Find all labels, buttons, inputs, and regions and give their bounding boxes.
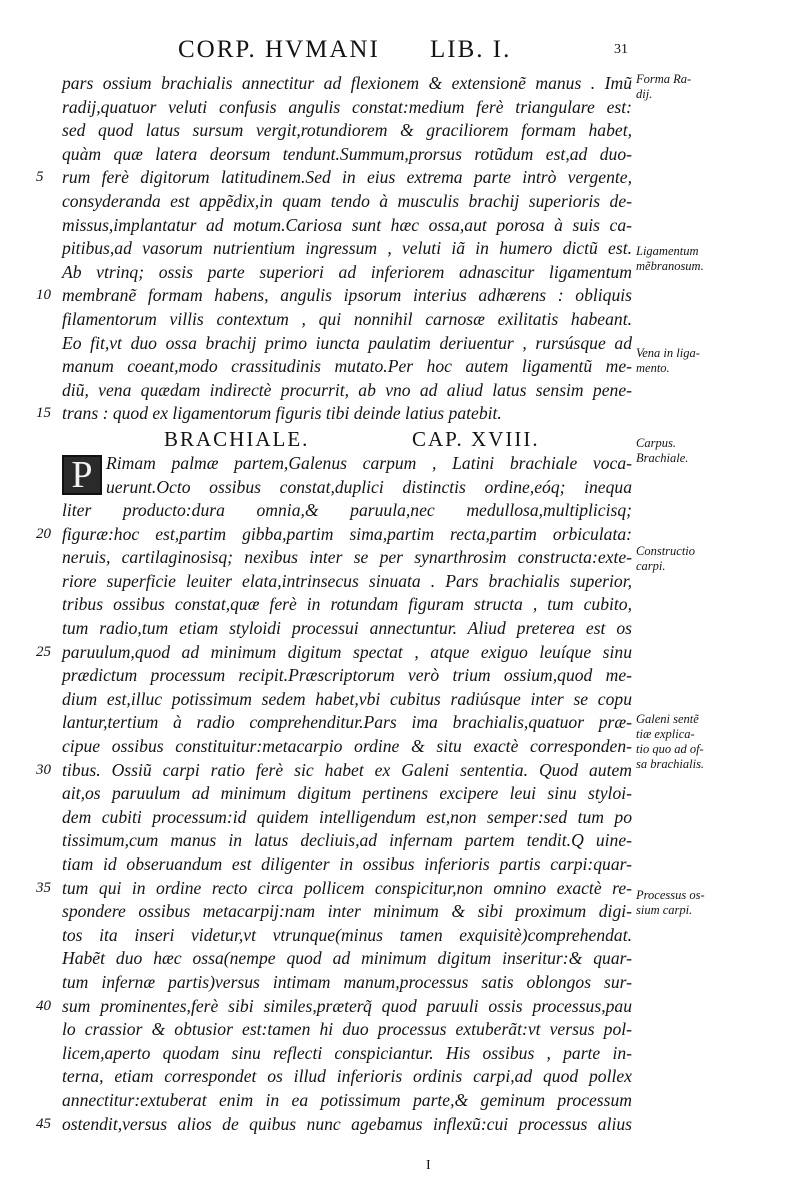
margin-note: Constructio carpi. [636,544,696,573]
text-line [36,877,632,901]
margin-note: Forma Ra- dij. [636,72,692,101]
margin-note: Vena in liga- mento. [636,346,700,375]
text-line: tribus ossibus constat,quæ ferè in rotundam figuram structa , tum cubito, [62,594,632,615]
line-number: 25 [36,643,51,660]
line-number: 40 [36,997,51,1014]
text-line: licem,aperto quodam sinu reflecti conspiciantur. His ossibus , parte in- [62,1042,632,1063]
line-number: 20 [36,525,51,542]
line-text: paruulum,quod ad minimum digitum spectat , atque exiguo leuíque sinu [62,641,632,662]
text-line: filamentorum villis contextum , qui nonnihil carnosæ exilitatis habeant. [62,308,632,329]
text-line: consyderanda est appẽdix,in quam tendo à musculis brachij superioris de- [62,190,632,211]
text-line: missus,implantatur ad motum.Cariosa sunt hæc ossa,aut porosa à suis ca- [62,214,632,235]
book-number: LIB. I. [430,36,512,63]
signature-mark: I [426,1158,431,1173]
main-text-column [36,72,632,1136]
text-line: cipue ossibus constituitur:metacarpio ordine & situ exactè corresponden- [62,736,632,757]
text-line [36,166,632,190]
text-line: radij,quatuor veluti confusis angulis constat:medium ferè triangulare est: [62,96,632,117]
line-text: rum ferè digitorum latitudinem.Sed in eius extrema parte intrò vergente, [62,167,632,188]
line-text: figuræ:hoc est,partim gibba,partim sima,partim recta,partim orbiculata: [62,523,632,544]
running-title: CORP. HVMANI [178,36,380,63]
text-line: prædictum processum recipit.Præscriptorum verò trium ossium,quod me- [62,665,632,686]
text-line [36,641,632,665]
text-line: Ab vtrinq; ossis parte superiori ad inferiorem adnascitur ligamentum [62,261,632,282]
text-line [36,402,632,426]
text-line [36,523,632,547]
line-number: 30 [36,761,51,778]
line-text: ostendit,versus alios de quibus nunc agebamus inflexũ:cui processus alius [62,1113,632,1134]
text-line [36,284,632,308]
chapter-title: BRACHIALE. [164,426,310,451]
text-line: ait,os paruulum ad minimum digitum pertinens excipere leui sinu styloi- [62,783,632,804]
chapter-body [36,452,632,1136]
line-text: tibus. Ossiũ carpi ratio ferè sic habet ex Galeni sententia. Quod autem [62,759,632,780]
text-line: tos ita inseri videtur,vt vtrunque(minus tamen exquisitè)comprehendat. [62,924,632,945]
text-line: tiam id obseruandum est diligenter in ossibus inferioris partis carpi:quar- [62,854,632,874]
folio-number: 31 [614,42,628,57]
line-number: 15 [36,405,51,422]
text-line [36,759,632,783]
text-line: dium est,illuc potissimum sedem habet,vbi cubitus radiúsque inter se copu [62,688,632,709]
text-line: pitibus,ad vasorum nutrientium ingressum , veluti iã in humero dictũ est. [62,238,632,259]
text-line: pars ossium brachialis annectitur ad flexionem & extensionẽ manus . Imũ [62,73,632,93]
text-line: sed quod latus sursum vergit,rotundiorem & graciliorem formam habet, [62,120,632,141]
text-line: tum infernæ partis)versus intimam manum,processus satis oblongos sur- [62,971,632,992]
text-line: spondere ossibus metacarpij:nam inter minimum & sibi proximum digi- [62,901,632,922]
text-line: neruis, cartilaginosisq; nexibus inter se per synarthrosim constructa:exte- [62,547,632,568]
text-line: diũ, vena quædam indirectè procurrit, ab vno ad aliud latus sensim pene- [62,379,632,400]
text-line [36,995,632,1019]
text-line: liter producto:dura omnia,& paruula,nec medullosa,multiplicisq; [62,500,632,521]
line-text: sum prominentes,ferè sibi similes,præterq̃ quod paruuli ossis processus,pau [62,995,632,1016]
line-number: 5 [36,169,44,186]
text-line: lo crassior & obtusior est:tamen hi duo processus extuberãt:vt versus pol- [62,1019,632,1040]
text-line: riore superficie leuiter elata,intrinsecus sinuata . Pars brachialis superior, [62,570,632,591]
text-line: Habẽt duo hæc ossa(nempe quod ad minimum digitum inseritur:& quar- [62,948,632,969]
text-line: dem cubiti processum:id quidem intelligendum est,non semper:sed tum po [62,806,632,827]
line-text: tum qui in ordine recto circa pollicem conspicitur,non omnino exactè re- [62,877,632,898]
margin-note: Processus os- sium carpi. [636,888,705,917]
text-line: Rimam palmæ partem,Galenus carpum , Latini brachiale voca- [106,452,632,473]
text-line: lantur,tertium à radio comprehenditur.Pars ima brachialis,quatuor præ- [62,712,632,733]
text-line: terna, etiam correspondet os illud inferioris ordinis carpi,ad quod pollex [62,1066,632,1087]
text-line [36,1113,632,1137]
text-line: annectitur:extuberat enim in ea potissimum parte,& geminum processum [62,1089,632,1110]
line-text: trans : quod ex ligamentorum figuris tibi deinde latius patebit. [62,403,502,424]
text-line: Eo fit,vt duo ossa brachij primo iuncta paulatim deriuentur , rursúsque ad [62,332,632,353]
margin-note: Ligamentum mẽbranosum. [636,244,704,273]
line-number: 45 [36,1115,51,1132]
text-line: tum radio,tum etiam styloidi processui annectuntur. Aliud preterea est os [62,618,632,639]
text-line: quàm quæ latera deorsum tendunt.Summum,prorsus rotũdum est,ad duo- [62,143,632,164]
drop-cap-letter: P [71,453,93,496]
running-header [0,36,800,70]
chapter-number: CAP. XVIII. [412,426,540,451]
margin-note: Galeni sentẽ tiæ explica- tio quo ad of- sa brachialis. [636,712,705,771]
text-line: tissimum,cum manus in latus decliuis,ad infernam partem tendit.Q uine- [62,830,632,851]
line-number: 10 [36,287,51,304]
chapter-heading [62,426,632,452]
line-number: 35 [36,879,51,896]
margin-note: Carpus. Brachiale. [636,436,689,465]
text-line: manum coeant,modo crassitudinis mutato.Per hoc autem ligamentũ me- [62,356,632,377]
text-line: uerunt.Octo ossibus constat,duplici distinctis ordine,eóq; inequa [106,476,632,497]
line-text: membranẽ formam habens, angulis ipsorum interius adhærens : obliquis [62,285,632,306]
